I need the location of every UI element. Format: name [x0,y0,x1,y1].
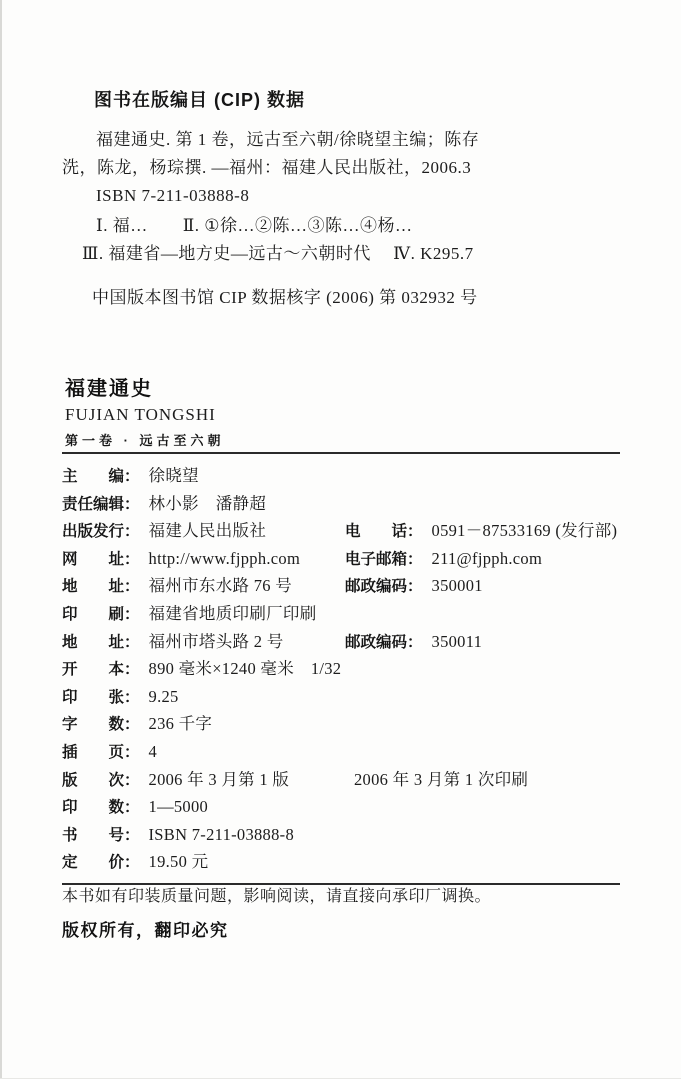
row-label: 邮政编码： [345,633,423,651]
cip-description-line: 福建通史. 第 1 卷，远古至六朝/徐晓望主编；陈存 [96,130,480,149]
colophon-row-isbn [62,821,620,849]
row-value: 林小影 潘静超 [148,493,267,513]
row-label: 印 张： [62,688,140,706]
book-title-romanized: FUJIAN TONGSHI [65,405,216,424]
cip-index-line: Ⅰ. 福… Ⅱ. ①徐…②陈…③陈…④杨… [96,216,413,235]
row-value: 福建省地质印刷厂印刷 [148,603,317,623]
row-value: 0591－87533169 (发行部) [431,521,618,541]
cip-index-line: Ⅲ. 福建省—地方史—远古～六朝时代 Ⅳ. K295.7 [82,244,474,263]
colophon-row-price [62,848,620,876]
row-value: 350011 [431,631,483,651]
row-value: 福州市东水路 76 号 [148,576,293,596]
colophon-row-responsible-editors [62,490,620,518]
row-right [345,766,528,794]
colophon-row-print-run [62,793,620,821]
row-label: 网 址： [62,550,140,568]
colophon-row-sheets [62,683,620,711]
colophon-row-website [62,545,620,573]
row-value: 890 毫米×1240 毫米 1/32 [148,659,342,679]
row-label: 电子邮箱： [345,550,423,568]
quality-notice: 本书如有印装质量问题，影响阅读，请直接向承印厂调换。 [62,888,492,905]
row-value: 福州市塔头路 2 号 [148,631,284,651]
scan-edge-artifact [0,0,2,1079]
row-value: 2006 年 3 月第 1 版 [148,769,290,789]
row-value: 徐晓望 [148,466,199,485]
row-value: 福建人民出版社 [148,521,267,541]
row-label: 地 址： [62,578,140,596]
colophon-row-printer [62,600,620,628]
colophon-row-format [62,655,620,683]
row-right [345,628,482,657]
book-title: 福建通史 [65,378,153,400]
cip-description-line: 洗，陈龙，杨琮撰. —福州：福建人民出版社，2006.3 [62,158,472,177]
colophon-row-printer-address [62,628,620,656]
book-volume-subtitle: 第一卷 · 远古至六朝 [65,433,225,448]
row-label: 开 本： [62,661,140,679]
row-label: 定 价： [62,854,140,872]
row-value: 350001 [431,576,483,596]
colophon-row-word-count [62,710,620,738]
row-value: 19.50 元 [148,852,209,872]
row-value: 1—5000 [148,797,209,817]
row-label: 主 编： [62,468,140,485]
colophon-section [62,452,620,885]
row-value: 211@fjpph.com [431,548,543,568]
row-value: ISBN 7-211-03888-8 [148,824,295,844]
row-label: 插 页： [62,743,140,761]
colophon-row-inserts [62,738,620,766]
row-label: 出版发行： [62,523,140,541]
row-right [345,545,542,574]
row-right [345,572,483,601]
row-right [345,517,617,546]
title-block [65,377,225,450]
cip-isbn-line: ISBN 7-211-03888-8 [96,186,250,205]
colophon-row-chief-editor [62,462,620,490]
row-value: 9.25 [148,686,179,706]
row-value: 4 [148,741,158,761]
row-label: 邮政编码： [345,578,423,596]
copyright-notice: 版权所有，翻印必究 [62,921,229,940]
row-value: 2006 年 3 月第 1 次印刷 [354,769,529,789]
row-label: 印 数： [62,799,140,817]
row-label: 责任编辑： [62,495,140,513]
cip-registry-line: 中国版本图书馆 CIP 数据核字 (2006) 第 032932 号 [92,288,478,307]
row-label: 印 刷： [62,605,140,623]
cip-heading: 图书在版编目 (CIP) 数据 [94,90,305,110]
colophon-row-edition [62,766,620,794]
row-label: 版 次： [62,771,140,789]
row-label: 字 数： [62,716,140,734]
cip-block [62,86,624,312]
row-label: 书 号： [62,826,140,844]
colophon-row-publisher-address [62,572,620,600]
colophon-row-publisher [62,517,620,545]
row-label: 地 址： [62,633,140,651]
row-value: http://www.fjpph.com [148,548,301,568]
row-label: 电 话： [345,523,423,541]
row-value: 236 千字 [148,714,213,734]
footer-section [62,884,620,941]
